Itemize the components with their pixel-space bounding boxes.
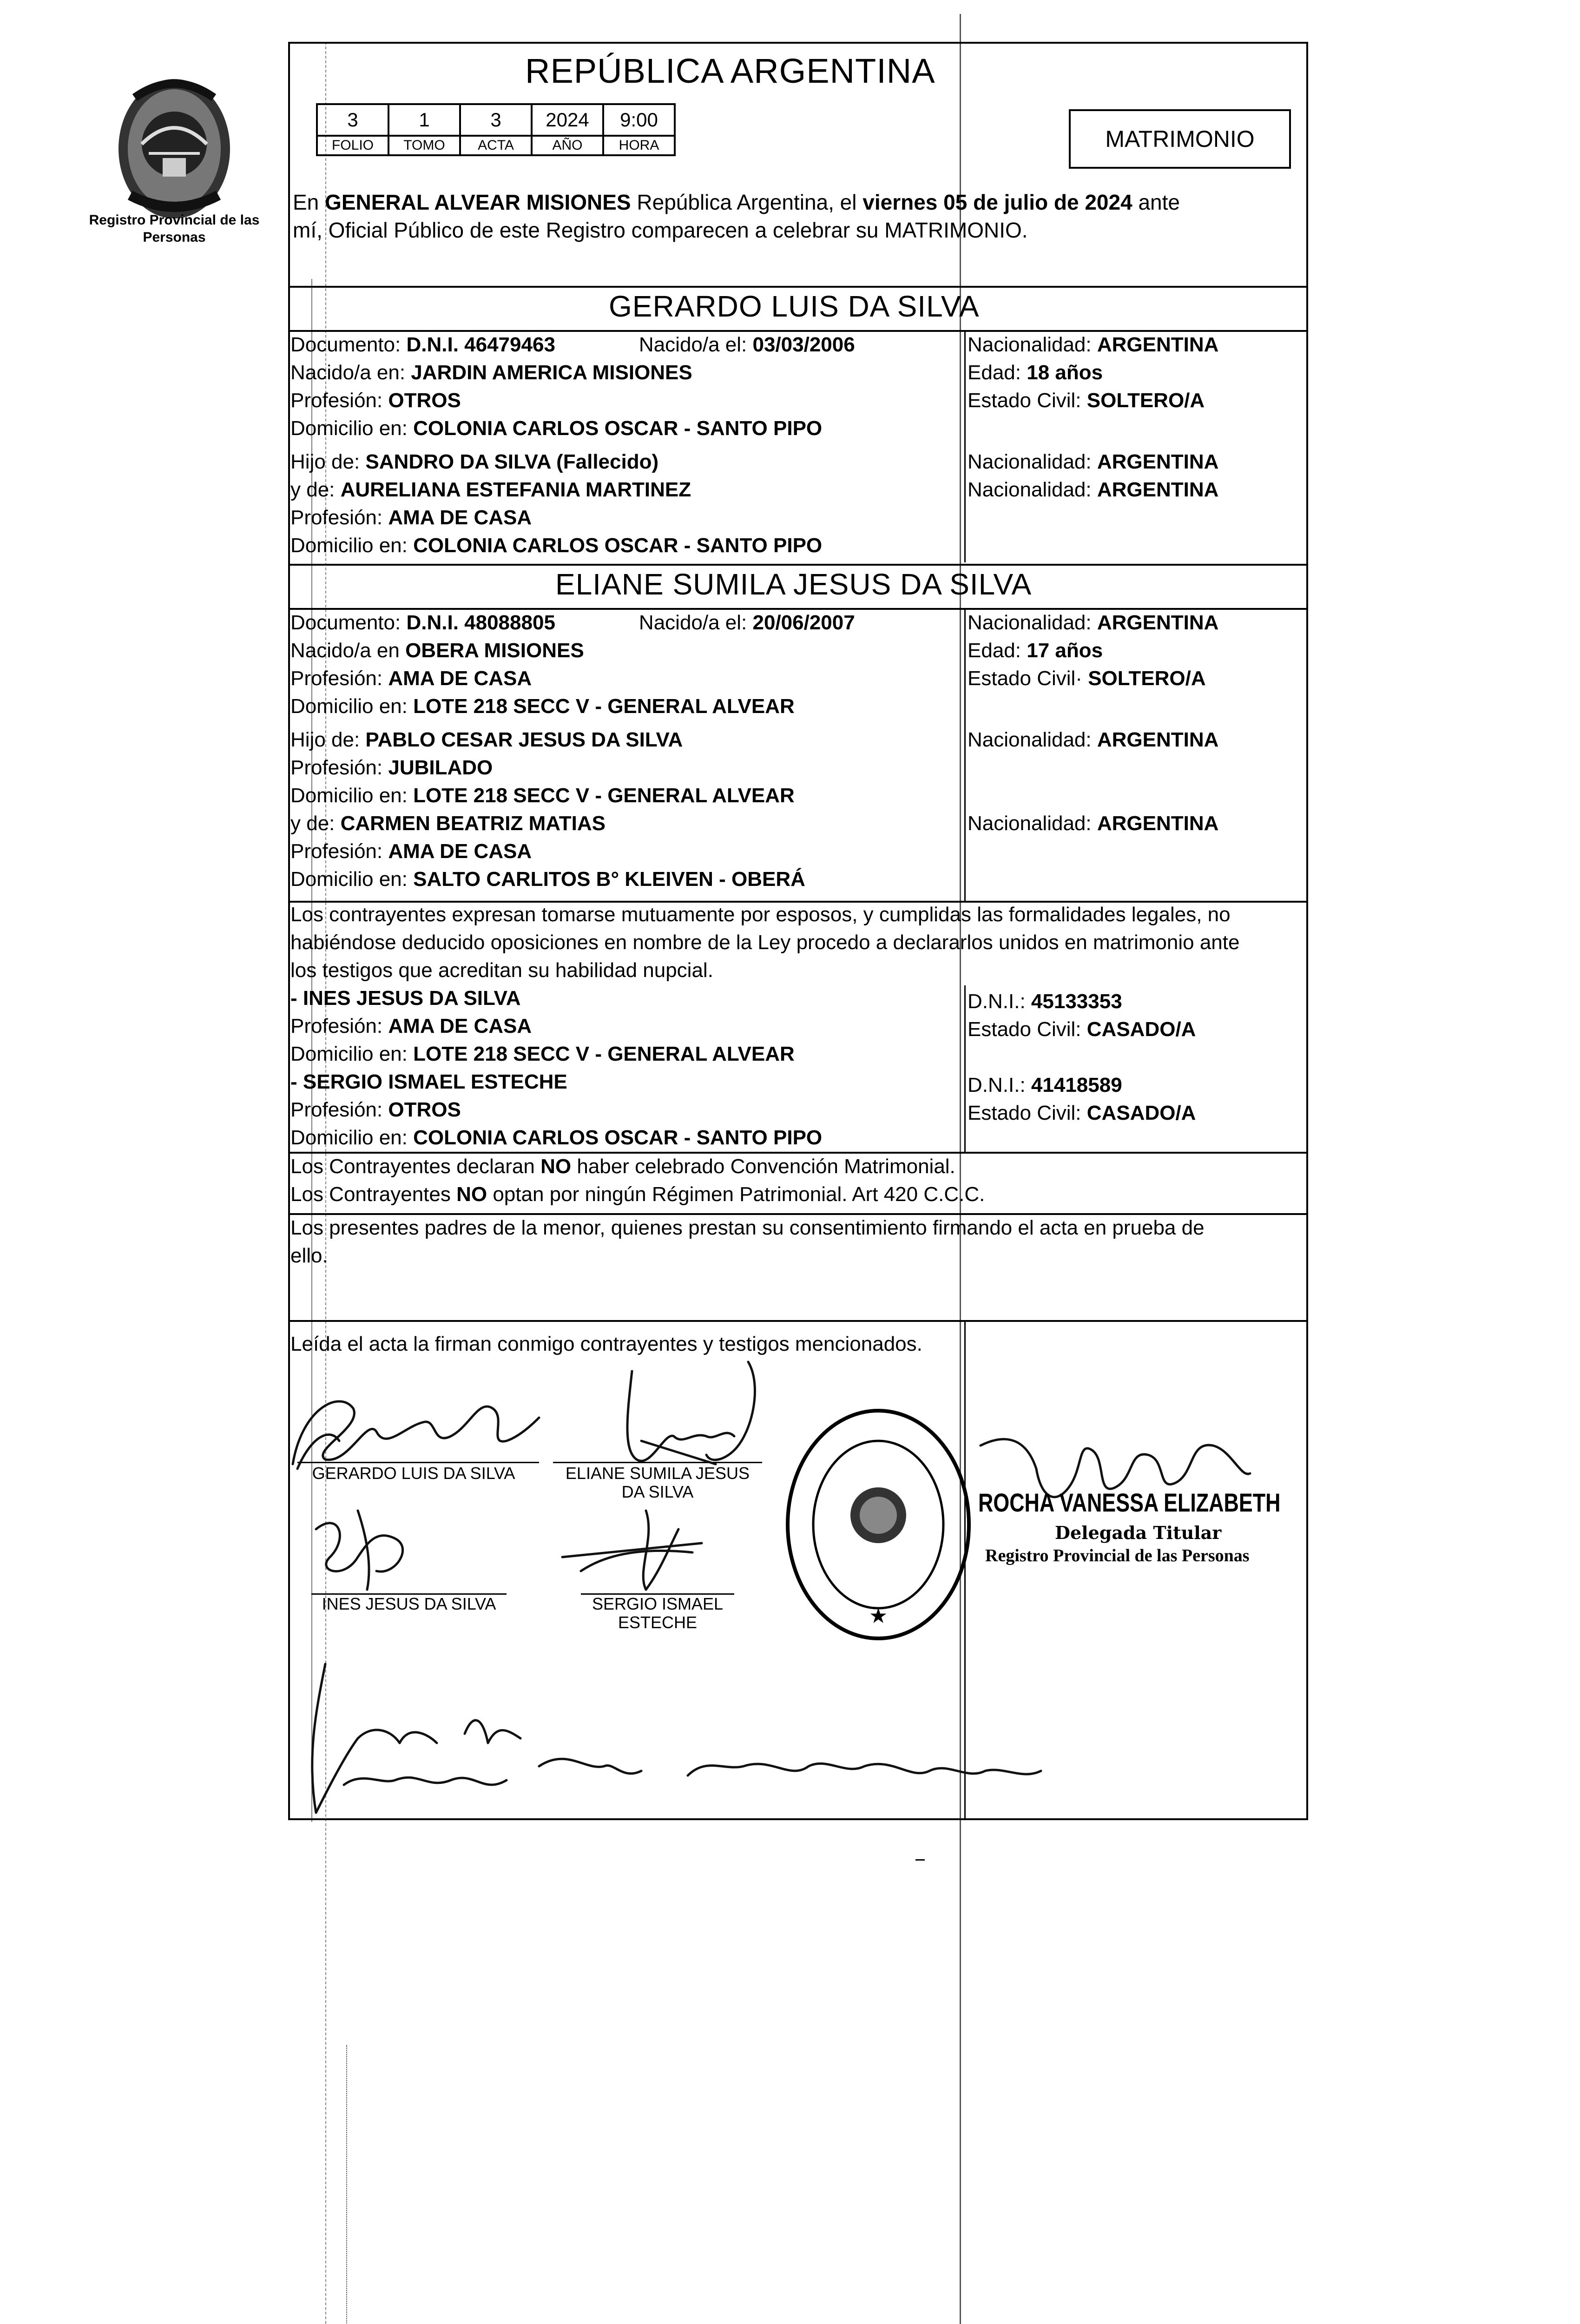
signature-label-bride: ELIANE SUMILA JESUS DA SILVA: [565, 1464, 750, 1501]
witness-1-signature: [302, 1501, 455, 1594]
official-name: ROCHA VANESSA ELIZABETH: [978, 1488, 1281, 1517]
registry-acta: 3: [460, 104, 532, 136]
registry-year: 2024: [532, 104, 603, 136]
official-stamp-icon: [781, 1404, 976, 1645]
registry-label: TOMO: [388, 136, 460, 155]
signature-label-witness-1: INES JESUS DA SILVA: [311, 1593, 507, 1613]
closing-text: Leída el acta la firman conmigo contrayentes y testigos mencionados.: [290, 1333, 922, 1355]
official-org: Registro Provincial de las Personas: [985, 1546, 1250, 1565]
bride-name: ELIANE SUMILA JESUS DA SILVA: [555, 568, 1032, 601]
witnesses-right: D.N.I.: 45133353 Estado Civil: CASADO/A D.N.I.: 41418589 Estado Civil: CASADO/A: [968, 990, 1196, 1124]
scan-line: [346, 2045, 347, 2324]
groom-signature: [283, 1371, 544, 1483]
signature-label-groom: GERARDO LUIS DA SILVA: [312, 1464, 515, 1483]
registry-table: [316, 103, 676, 156]
svg-text:★: ★: [870, 1605, 887, 1627]
groom-name: GERARDO LUIS DA SILVA: [609, 290, 980, 323]
parents-handwriting: [288, 1618, 1078, 1841]
official-title: Delegada Titular: [1055, 1522, 1222, 1543]
regime-text: Los Contrayentes declaran NO haber celebrado Convención Matrimonial. Los Contrayentes NO optan por ningún Régimen Patrimonial. Art 420 C.C.C.: [290, 1155, 985, 1206]
bride-details-right: Nacionalidad: ARGENTINA Edad: 17 años Estado Civil· SOLTERO/A Nacionalidad: ARGENTINA Nacionalidad: ARGENTINA: [968, 611, 1219, 835]
bride-details: Documento: D.N.I. 48088805 Nacido/a el: 20/06/2007 Nacido/a en OBERA MISIONES Profesión: AMA DE CASA Domicilio en: LOTE 218 SECC V - GENERAL ALVEAR Hijo de: PABLO CESAR JESUS DA SILVA Profesión: JUBILADO Domicilio en: LOTE 218 SECC V - GENERAL ALVEAR y de: CARMEN BEATRIZ MATIAS Profesión: AMA DE CASA Domicilio en: SALTO CARLITOS B° KLEIVEN - OBERÁ: [290, 611, 855, 891]
act-type-box: MATRIMONIO: [1069, 109, 1291, 169]
provincial-seal-icon: [98, 70, 251, 223]
seal-caption: Registro Provincial de las Personas: [89, 212, 260, 245]
registry-label: FOLIO: [317, 136, 388, 155]
registry-label: ACTA: [460, 136, 532, 155]
witnesses-left: - INES JESUS DA SILVA Profesión: AMA DE CASA Domicilio en: LOTE 218 SECC V - GENERAL ALVEAR - SERGIO ISMAEL ESTECHE Profesión: OTROS Domicilio en: COLONIA CARLOS OSCAR - SANTO PIPO: [290, 987, 823, 1149]
registry-label: AÑO: [532, 136, 603, 155]
scan-mark: [915, 1859, 925, 1861]
registry-folio: 3: [317, 104, 388, 136]
declaration-text: Los contrayentes expresan tomarse mutuamente por esposos, y cumplidas las formalidades legales, no habiéndose deducido oposiciones en nombre de la Ley procedo a declararlos unidos en matrimonio ante los testigos que acreditan su habilidad nupcial.: [290, 903, 1240, 982]
registry-hour: 9:00: [603, 104, 675, 136]
registry-tomo: 1: [388, 104, 460, 136]
registry-label: HORA: [603, 136, 675, 155]
bride-signature: [595, 1357, 781, 1478]
intro-text: En GENERAL ALVEAR MISIONES República Argentina, el viernes 05 de julio de 2024 ante mí, Oficial Público de este Registro comparecen a celebrar su MATRIMONIO.: [293, 190, 1180, 242]
signature-label-witness-2: SERGIO ISMAEL ESTECHE: [581, 1593, 734, 1632]
groom-details-right: Nacionalidad: ARGENTINA Edad: 18 años Estado Civil: SOLTERO/A Nacionalidad: ARGENTINA Nacionalidad: ARGENTINA: [968, 333, 1219, 501]
page-title: REPÚBLICA ARGENTINA: [525, 52, 935, 90]
parents-note: Los presentes padres de la menor, quienes prestan su consentimiento firmando el acta en prueba de ello.: [290, 1216, 1205, 1267]
groom-details: Documento: D.N.I. 46479463 Nacido/a el: 03/03/2006 Nacido/a en: JARDIN AMERICA MISIONES Profesión: OTROS Domicilio en: COLONIA CARLOS OSCAR - SANTO PIPO Hijo de: SANDRO DA SILVA (Fallecido) y de: AURELIANA ESTEFANIA MARTINEZ Profesión: AMA DE CASA Domicilio en: COLONIA CARLOS OSCAR - SANTO PIPO: [290, 333, 855, 557]
witness-2-signature: [553, 1501, 716, 1594]
